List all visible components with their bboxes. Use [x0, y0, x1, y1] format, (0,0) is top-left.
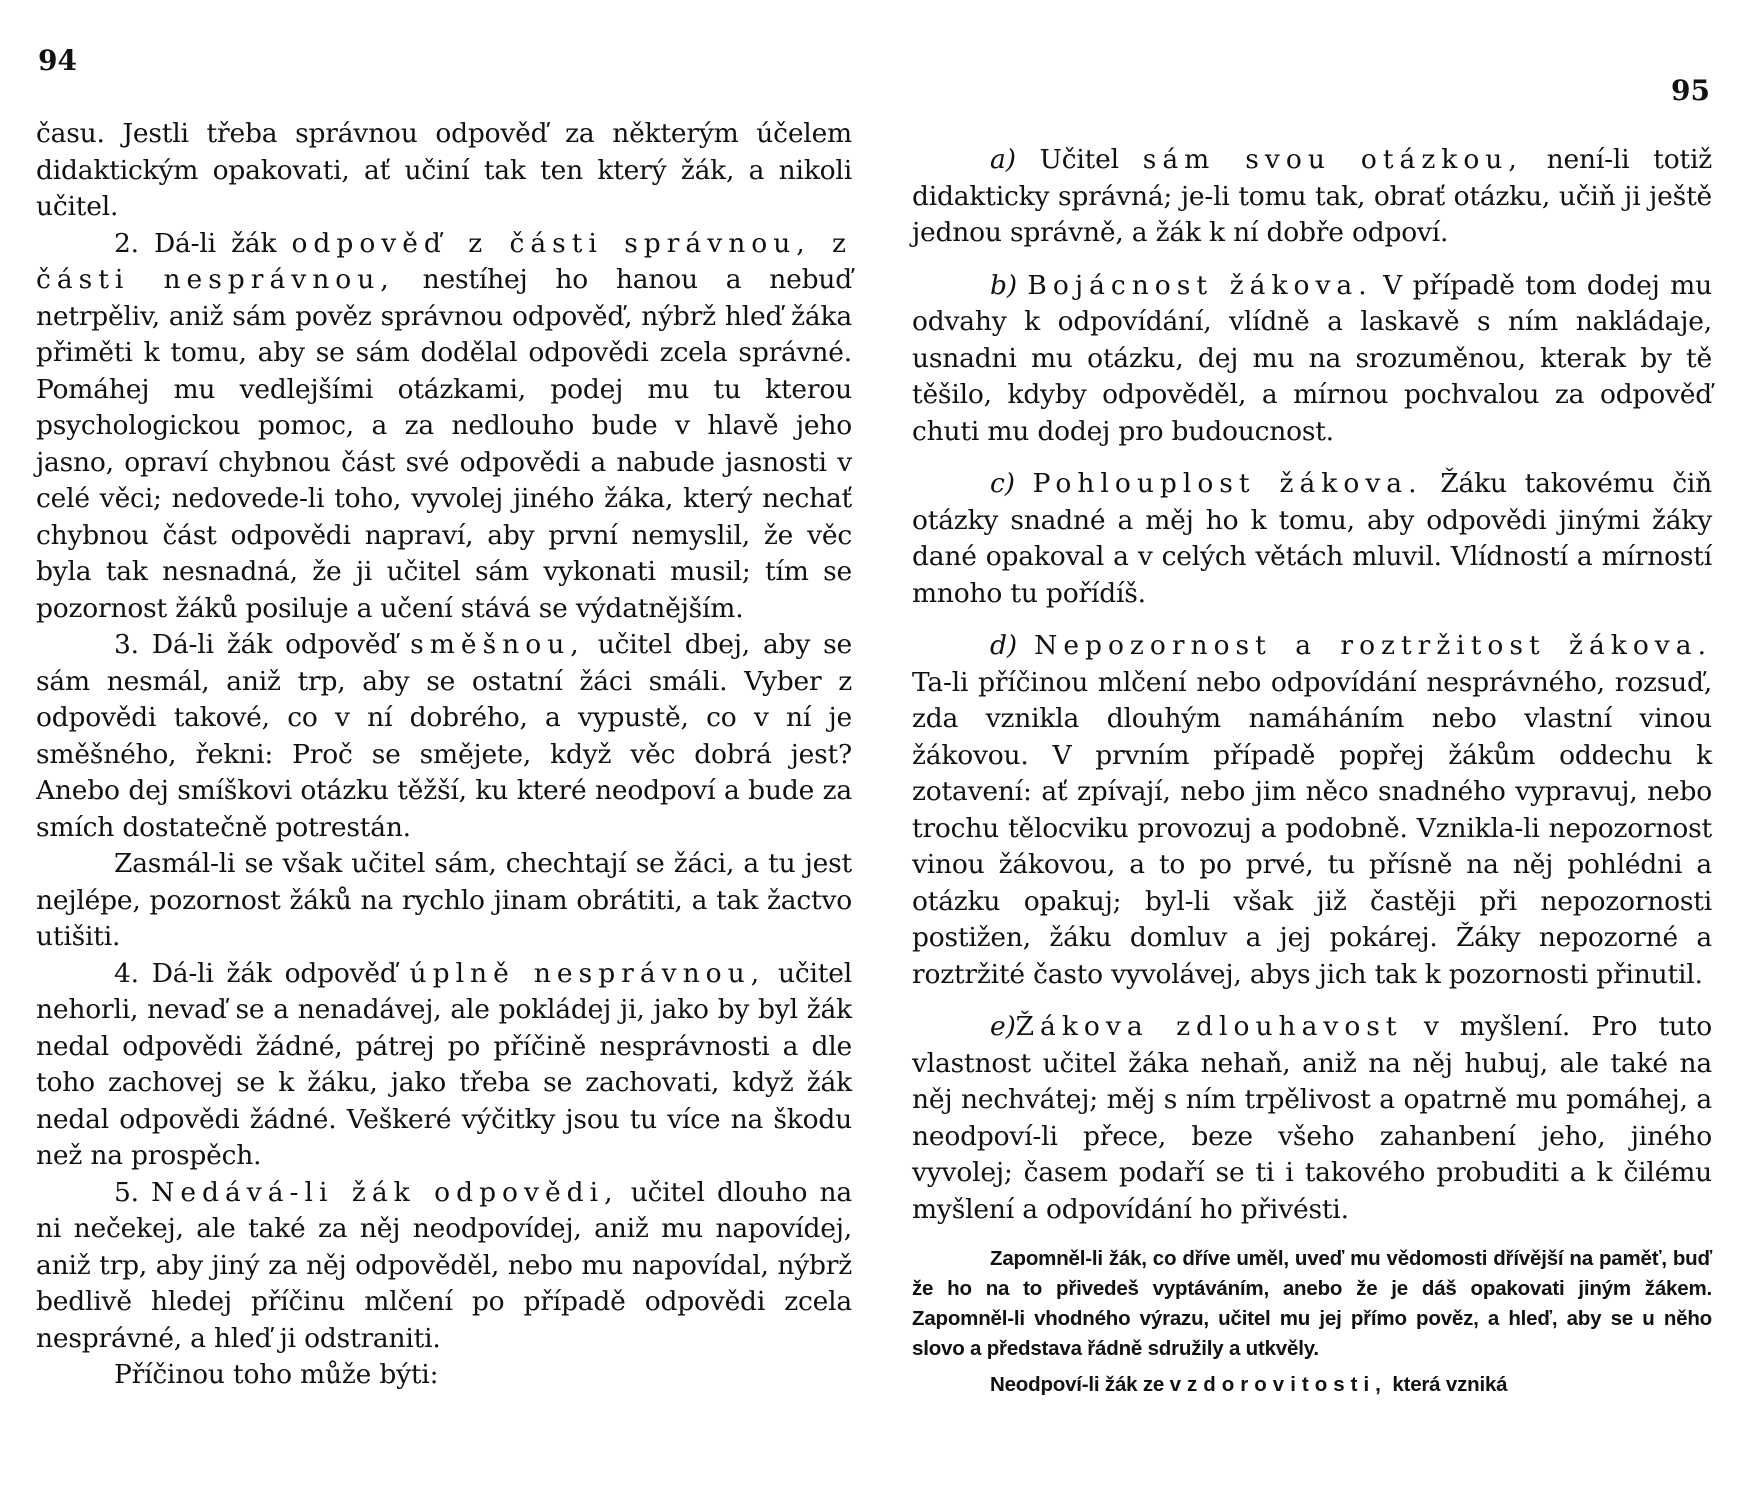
paragraph-rest: nestíhej ho hanou a nebuď netrpěliv, aniž sám pověz správnou odpověď, nýbrž hleď žáka přiměti k tomu, aby se sám dodělal odpovědi zcela správné. Pomáhej mu vedlejšími otázkami, podej mu tu kterou psychologickou pomoc, a za nedlouho bude v hlavě jeho jasno, opraví chybnou část své odpovědi a nabude jasnosti v celé věci; nedovede-li toho, vyvolej jiného žáka, který nechať chybnou část odpovědi napraví, aby první nemyslil, že věc byla tak nesnadná, že ji učitel sám vykonati musil; tím se pozornost žáků posiluje a učení stává se výdatnějším. — [36, 264, 852, 624]
item-label: c) — [990, 468, 1015, 499]
emphasis-spaced: úplně nesprávnou, — [409, 957, 766, 989]
emphasis-spaced: vzdorovitosti, — [1169, 1373, 1387, 1396]
page-number: 95 — [1671, 74, 1710, 107]
emphasis-spaced: sám svou otázkou, — [1142, 144, 1523, 175]
paragraph — [36, 627, 852, 846]
paragraph — [36, 1175, 852, 1358]
item-label: e) — [990, 1011, 1016, 1042]
paragraph-rest: není-li totiž didakticky správná; je-li tomu tak, obrať otázku, učiň ji ještě jednou správně, a žák k ní dobře odpoví. — [912, 144, 1712, 248]
item-label: a) — [990, 144, 1016, 175]
emphasis-spaced: Bojácnost žákova. — [1027, 269, 1373, 301]
emphasis-spaced: odpověď z části správnou, z části nesprávnou, — [36, 227, 852, 295]
note-paragraph: Zapomněl-li žák, co dříve uměl, uveď mu vědomosti dřívější na paměť, buď že ho na to přivedeš vyptáváním, anebo že je dáš opakovati jiným žákem. Zapomněl-li vhodného výrazu, učitel mu jej přímo pověz, a hleď, aby se u něho slovo a představa řádně sdružily a utkvěly. — [912, 1247, 1712, 1360]
emphasis-spaced: Pohlouplost žákova. — [1032, 468, 1423, 499]
paragraph-lead: 4. Dá-li žák odpověď — [114, 957, 410, 989]
emphasis-spaced: směšnou, — [410, 629, 585, 660]
paragraph — [912, 142, 1712, 252]
item-label: d) — [990, 630, 1017, 661]
emphasis-spaced: Nedává-li žák odpovědi, — [151, 1176, 619, 1208]
paragraph — [912, 1009, 1712, 1228]
emphasis-spaced: Žákova zdlouhavost — [1015, 1011, 1403, 1042]
paragraph-rest: učitel dbej, aby se sám nesmál, aniž trp, aby se ostatní žáci smáli. Vyber z odpovědi takové, co v ní dobrého, a vypustě, co v ní je směšného, řekni: Proč se smějete, když věc dobrá jest? Anebo dej smíškovi otázku těžší, ku které neodpoví a bude za smích dostatečně potrestán. — [36, 629, 852, 843]
paragraph-rest: v myšlení. Pro tuto vlastnost učitel žáka nehaň, aniž na něj hubuj, ale také na něj nechvátej; měj s ním trpělivost a opatrně mu pomáhej, a neodpoví-li přece, beze všeho zahanbení jeho, jiného vyvolej; časem podaří se ti i takového probuditi a k čilému myšlení a odpovídání ho přivésti. — [912, 1011, 1712, 1225]
right-page — [876, 0, 1752, 1500]
paragraph: Zasmál-li se však učitel sám, chechtají se žáci, a tu jest nejlépe, pozornost žáků na rychlo jinam obrátiti, a tak žactvo utišiti. — [36, 848, 852, 952]
note-paragraph — [912, 1370, 1712, 1400]
paragraph-lead: Učitel — [1015, 144, 1143, 175]
item-label: b) — [990, 269, 1017, 301]
paragraph-rest: učitel dlouho na ni nečekej, ale také za něj neodpovídej, aniž mu napovídej, aniž trp, aby jiný za něj odpověděl, nebo mu napovídal, nýbrž bedlivě hledej příčinu mlčení po případě odpovědi zcela nesprávné, a hleď ji odstraniti. — [36, 1176, 852, 1354]
paragraph-rest: učitel nehorli, nevaď se a nenadávej, ale pokládej ji, jako by byl žák nedal odpovědi žádné, pátrej po příčině nesprávnosti a dle toho zachovej se k žáku, jako třeba se zachovati, když žák nedal odpovědi žádné. Veškeré výčitky jsou tu více na škodu než na prospěch. — [36, 957, 852, 1171]
paragraph-lead: Neodpoví-li žák ze — [990, 1373, 1170, 1396]
paragraph-lead: 3. Dá-li žák odpověď — [114, 629, 411, 660]
paragraph — [912, 628, 1712, 993]
paragraph-rest: která vzniká — [1386, 1373, 1508, 1396]
body-text — [912, 142, 1712, 1406]
paragraph — [36, 226, 852, 628]
paragraph — [912, 466, 1712, 612]
emphasis-spaced: Nepozornost a roztržitost žákova. — [1034, 630, 1712, 661]
paragraph-lead: 2. Dá-li žák — [114, 227, 292, 259]
paragraph-lead: 5. — [114, 1176, 152, 1208]
page-number: 94 — [38, 44, 77, 77]
paragraph: času. Jestli třeba správnou odpověď za některým účelem didaktickým opakovati, ať učiní tak ten který žák, a nikoli učitel. — [36, 118, 852, 222]
paragraph — [36, 956, 852, 1175]
paragraph-rest: V případě tom dodej mu odvahy k odpovídání, vlídně a laskavě s ním nakládaje, usnadni mu otázku, dej mu na srozuměnou, kterak by tě těšilo, kdyby odpověděl, a mírnou pochvalou za odpověď chuti mu dodej pro budoucnost. — [912, 269, 1712, 447]
paragraph — [912, 268, 1712, 451]
body-text — [36, 116, 852, 1394]
paragraph: Příčinou toho může býti: — [114, 1359, 439, 1390]
paragraph-rest: Ta-li příčinou mlčení nebo odpovídání nesprávného, rozsuď, zda vznikla dlouhým namáháním nebo vlastní vinou žákovou. V prvním případě popřej žákům oddechu k zotavení: ať zpívají, nebo jim něco snadného vypravuj, nebo trochu tělocviku provozuj a podobně. Vznikla-li nepozornost vinou žákovou, a to po prvé, tu přísně na něj pohlédni a otázku opakuj; byl-li však již častěji při nepozornosti postižen, žáku domluv a jej pokárej. Žáky nepozorné a roztržité často vyvolávej, abys jich tak k pozornosti přinutil. — [912, 666, 1712, 990]
paragraph-rest: Žáku takovému čiň otázky snadné a měj ho k tomu, aby odpovědi jinými žáky dané opakoval a v celých větách mluvil. Vlídností a mírností mnoho tu pořídíš. — [912, 468, 1712, 609]
